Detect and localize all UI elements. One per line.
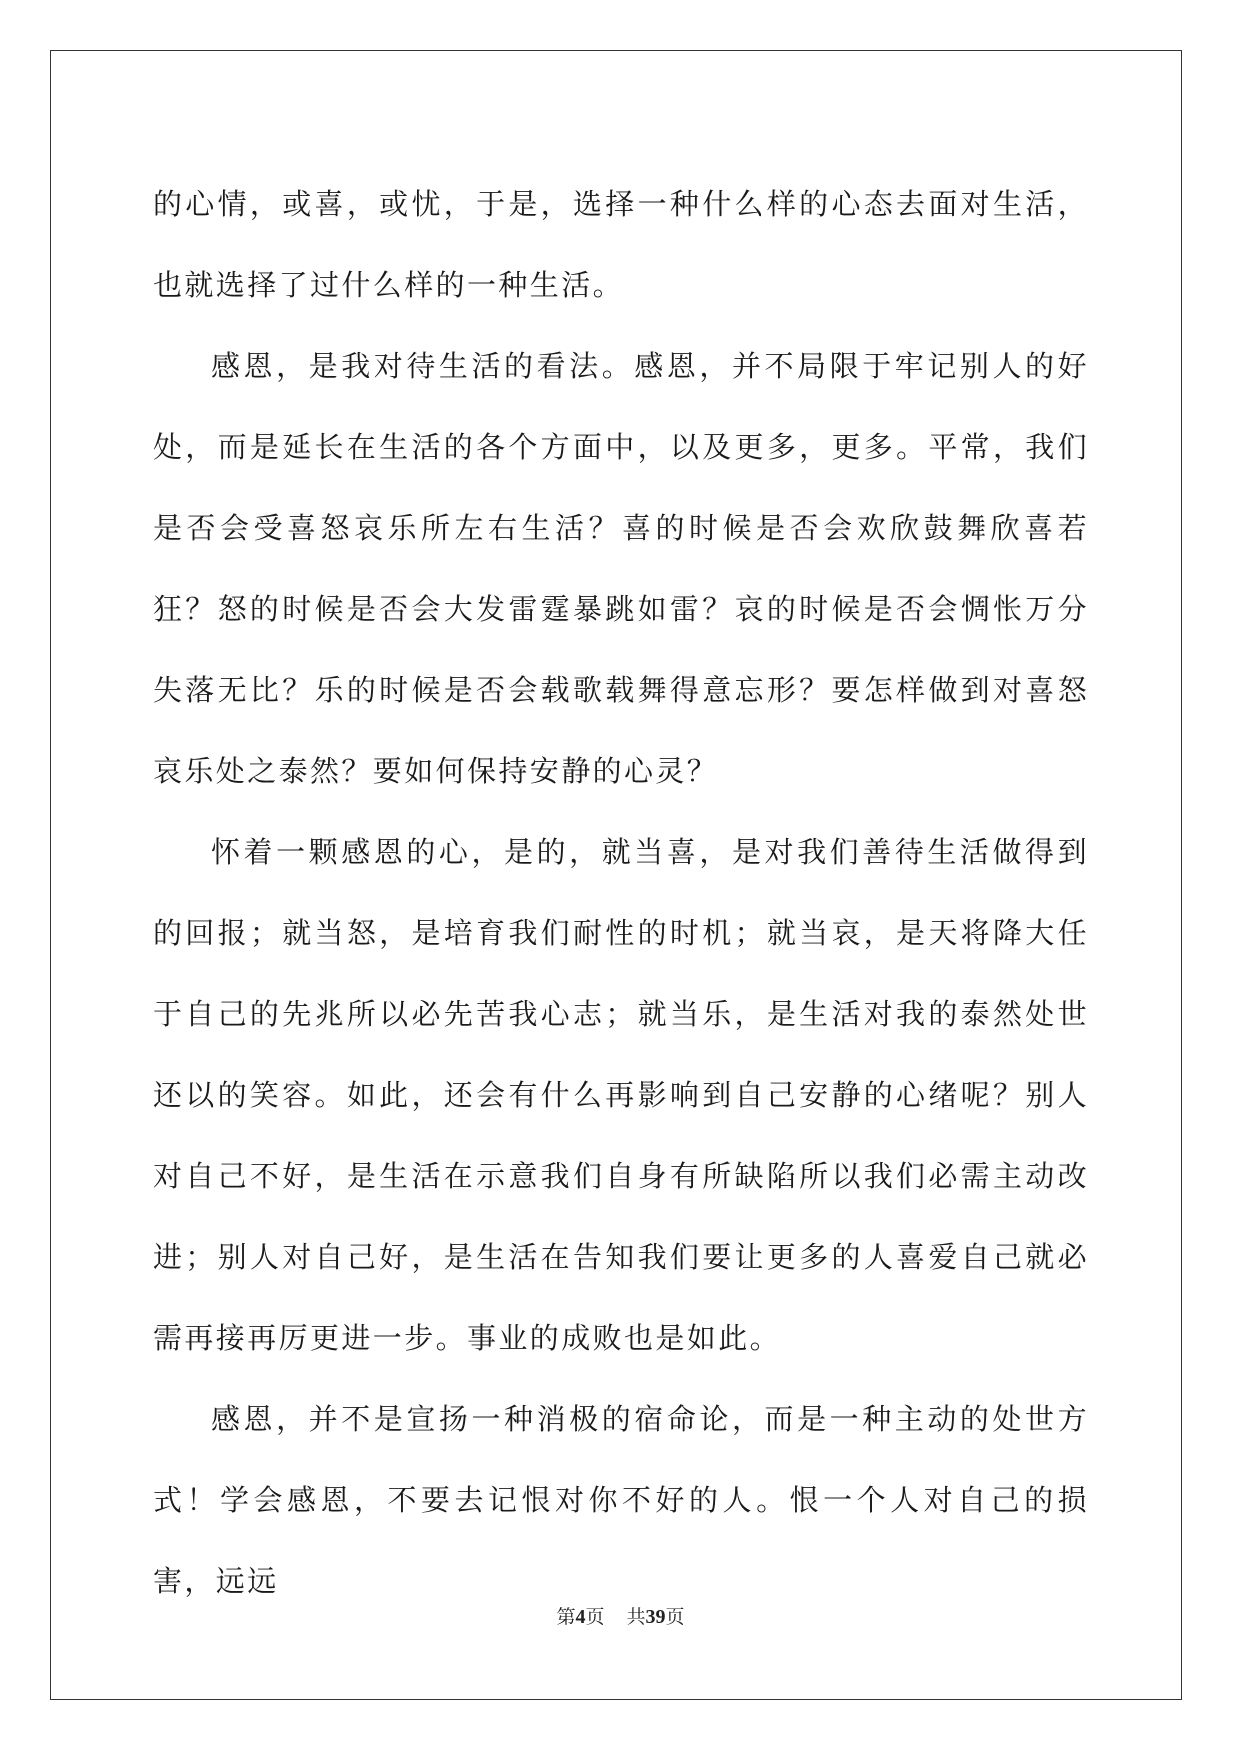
total-suffix: 页 (665, 1606, 685, 1628)
paragraph-active-attitude: 感恩，并不是宣扬一种消极的宿命论，而是一种主动的处世方式！学会感恩，不要去记恨对你不好的人。恨一个人对自己的损害，远远 (153, 1402, 1089, 1598)
page-number: 4 (575, 1606, 586, 1628)
document-body (153, 164, 1089, 1622)
paragraph-gratitude-view: 感恩，是我对待生活的看法。感恩，并不局限于牢记别人的好处，而是延长在生活的各个方面中，以及更多，更多。平常，我们是否会受喜怒哀乐所左右生活？喜的时候是否会欢欣鼓舞欣喜若狂？怒的时候是否会大发雷霆暴跳如雷？哀的时候是否会惆怅万分失落无比？乐的时候是否会载歌载舞得意忘形？要怎样做到对喜怒哀乐处之泰然？要如何保持安静的心灵？ (153, 349, 1089, 788)
total-pages: 39 (645, 1606, 666, 1628)
paragraph-continued: 的心情，或喜，或忧，于是，选择一种什么样的心态去面对生活，也就选择了过什么样的一种生活。 (153, 187, 1089, 302)
paragraph-grateful-heart: 怀着一颗感恩的心，是的，就当喜，是对我们善待生活做得到的回报；就当怒，是培育我们耐性的时机；就当哀，是天将降大任于自己的先兆所以必先苦我心志；就当乐，是生活对我的泰然处世还以的笑容。如此，还会有什么再影响到自己安静的心绪呢？别人对自己不好，是生活在示意我们自身有所缺陷所以我们必需主动改进；别人对自己好，是生活在告知我们要让更多的人喜爱自己就必需再接再厉更进一步。事业的成败也是如此。 (153, 835, 1089, 1355)
page-prefix: 第 (556, 1606, 576, 1628)
total-prefix: 共 (626, 1606, 646, 1628)
page-footer (0, 1602, 1241, 1629)
page-suffix: 页 (585, 1606, 605, 1628)
